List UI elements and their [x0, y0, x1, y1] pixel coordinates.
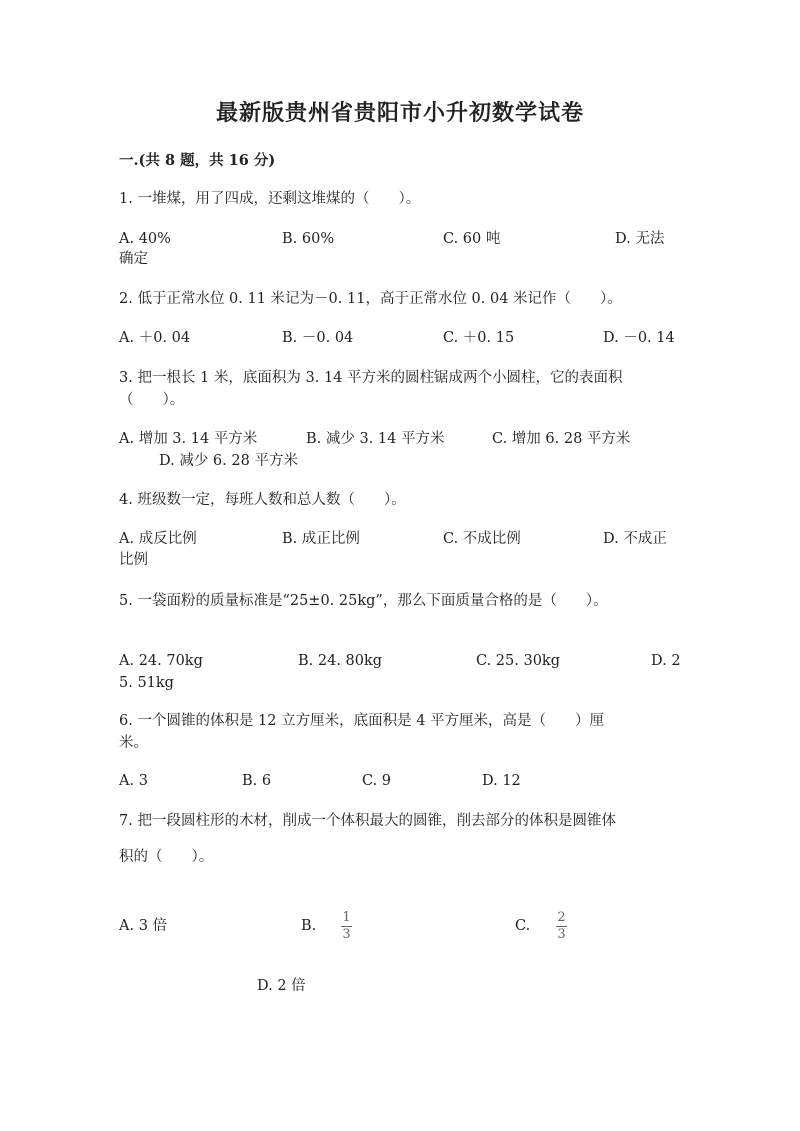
q5-option-d: D. 2 [651, 653, 681, 669]
q7-option-c-fraction [556, 911, 567, 942]
q5-option-d-wrap: 5. 51kg [119, 675, 174, 691]
q7-option-c: C. [515, 918, 531, 934]
question-5: 5. 一袋面粉的质量标准是“25±0. 25kg”，那么下面质量合格的是（ ）。 [119, 593, 608, 609]
q1-option-a: A. 40% [119, 231, 171, 247]
q6-option-a: A. 3 [119, 773, 148, 789]
q7-option-b: B. [301, 918, 317, 934]
q2-option-a: A. ＋0. 04 [119, 330, 191, 346]
q1-option-b: B. 60% [282, 231, 335, 247]
q5-option-c: C. 25. 30kg [476, 653, 560, 669]
question-2: 2. 低于正常水位 0. 11 米记为－0. 11，高于正常水位 0. 04 米记作（ ）。 [119, 291, 622, 307]
question-4: 4. 班级数一定，每班人数和总人数（ ）。 [119, 492, 406, 508]
fraction-numerator: 2 [557, 910, 566, 925]
q2-option-c: C. ＋0. 15 [443, 330, 515, 346]
q7-option-a: A. 3 倍 [119, 918, 168, 934]
q3-option-d: D. 减少 6. 28 平方米 [159, 453, 298, 469]
question-7-line-2: 积的（ ）。 [119, 849, 214, 865]
question-6-line-2: 米。 [119, 735, 148, 751]
q4-option-d-wrap: 比例 [119, 552, 148, 568]
q4-option-a: A. 成反比例 [119, 531, 197, 547]
exam-title: 最新版贵州省贵阳市小升初数学试卷 [215, 100, 584, 126]
fraction-numerator: 1 [342, 910, 351, 925]
question-1: 1. 一堆煤，用了四成，还剩这堆煤的（ ）。 [119, 191, 421, 207]
q4-option-d: D. 不成正 [603, 531, 667, 547]
question-3-line-1: 3. 把一根长 1 米，底面积为 3. 14 平方米的圆柱锯成两个小圆柱，它的表面积 [119, 370, 623, 386]
q2-option-b: B. －0. 04 [282, 330, 354, 346]
q3-option-b: B. 减少 3. 14 平方米 [306, 431, 445, 447]
q6-option-c: C. 9 [362, 773, 392, 789]
q2-option-d: D. －0. 14 [603, 330, 675, 346]
q7-option-b-fraction [341, 911, 352, 942]
q1-option-d-wrap: 确定 [119, 251, 148, 267]
question-3-line-2: （ ）。 [119, 392, 185, 408]
q5-option-a: A. 24. 70kg [119, 653, 203, 669]
fraction-denominator: 3 [342, 927, 351, 942]
q4-option-c: C. 不成比例 [443, 531, 521, 547]
q3-option-c: C. 增加 6. 28 平方米 [492, 431, 631, 447]
q6-option-d: D. 12 [482, 773, 521, 789]
q7-option-d: D. 2 倍 [257, 978, 306, 994]
q4-option-b: B. 成正比例 [282, 531, 360, 547]
q3-option-a: A. 增加 3. 14 平方米 [119, 431, 258, 447]
question-7-line-1: 7. 把一段圆柱形的木材，削成一个体积最大的圆锥，削去部分的体积是圆锥体 [119, 813, 616, 829]
fraction-denominator: 3 [557, 927, 566, 942]
q1-option-c: C. 60 吨 [443, 231, 501, 247]
section-header: 一.(共 8 题，共 16 分) [119, 152, 276, 169]
q5-option-b: B. 24. 80kg [298, 653, 383, 669]
q6-option-b: B. 6 [242, 773, 272, 789]
question-6-line-1: 6. 一个圆锥的体积是 12 立方厘米，底面积是 4 平方厘米，高是（ ）厘 [119, 713, 605, 729]
q1-option-d: D. 无法 [615, 231, 665, 247]
